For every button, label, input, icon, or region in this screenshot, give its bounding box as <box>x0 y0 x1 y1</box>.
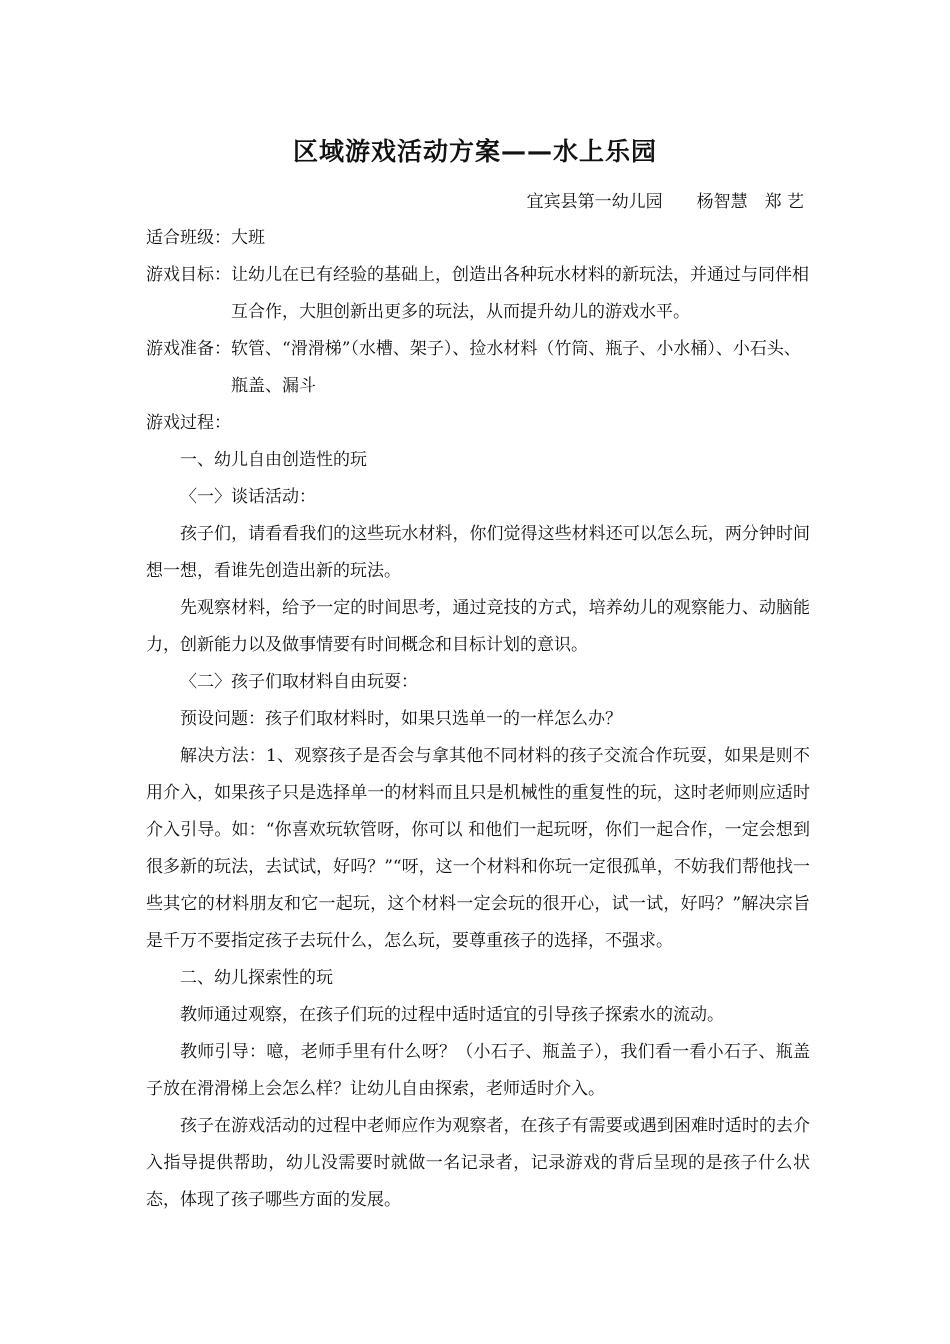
paragraph-1: 孩子们，请看看我们的这些玩水材料，你们觉得这些材料还可以怎么玩，两分钟时间想一想，看谁先创造出新的玩法。 <box>146 524 810 581</box>
prep-label: 游戏准备： <box>146 339 231 359</box>
section-2-heading: 二、幼儿探索性的玩 <box>180 968 333 988</box>
goal-value: 让幼儿在已有经验的基础上，创造出各种玩水材料的新玩法，并通过与同伴相互合作，大胆创新出更多的玩法，从而提升幼儿的游戏水平。 <box>231 265 809 322</box>
subsection-2-heading: 〈二〉孩子们取材料自由玩耍： <box>180 672 418 692</box>
prep-value: 软管、“滑滑梯”（水槽、架子）、捡水材料（竹筒、瓶子、小水桶）、小石头、瓶盖、漏斗 <box>231 339 801 396</box>
paragraph-6: 教师引导：噫，老师手里有什么呀？（小石子、瓶盖子），我们看一看小石子、瓶盖子放在滑滑梯上会怎么样？让幼儿自由探索，老师适时介入。 <box>146 1042 810 1099</box>
paragraph-5: 教师通过观察，在孩子们玩的过程中适时适宜的引导孩子探索水的流动。 <box>180 1005 724 1025</box>
goal-label: 游戏目标： <box>146 265 231 285</box>
process-label: 游戏过程： <box>146 413 231 433</box>
section-1-heading: 一、幼儿自由创造性的玩 <box>180 450 367 470</box>
document-body <box>146 220 810 1219</box>
class-value: 大班 <box>231 228 265 248</box>
class-label: 适合班级： <box>146 228 231 248</box>
author-line: 宜宾县第一幼儿园 杨智慧 郑 艺 <box>526 192 804 212</box>
paragraph-2: 先观察材料，给予一定的时间思考，通过竞技的方式，培养幼儿的观察能力、动脑能力，创新能力以及做事情要有时间概念和目标计划的意识。 <box>146 598 810 655</box>
prep-row <box>146 331 810 405</box>
class-row <box>146 220 810 257</box>
document-title: 区域游戏活动方案——水上乐园 <box>292 137 657 166</box>
paragraph-7: 孩子在游戏活动的过程中老师应作为观察者，在孩子有需要或遇到困难时适时的去介入指导提供帮助，幼儿没需要时就做一名记录者，记录游戏的背后呈现的是孩子什么状态，体现了孩子哪些方面的发展。 <box>146 1116 810 1210</box>
paragraph-4: 解决方法：1、观察孩子是否会与拿其他不同材料的孩子交流合作玩耍，如果是则不用介入，如果孩子只是选择单一的材料而且只是机械性的重复性的玩，这时老师则应适时介入引导。如：“你喜欢玩软管呀，你可以 和他们一起玩呀，你们一起合作，一定会想到很多新的玩法，去试试，好吗？”“呀，这一个材料和你玩一定很孤单，不妨我们帮他找一些其它的材料朋友和它一起玩，这个材料一定会玩的很开心，试一试，好吗？”解决宗旨是千万不要指定孩子去玩什么，怎么玩，要尊重孩子的选择，不强求。 <box>146 746 810 951</box>
goal-row <box>146 257 810 331</box>
paragraph-3: 预设问题：孩子们取材料时，如果只选单一的一样怎么办？ <box>180 709 622 729</box>
subsection-1-heading: 〈一〉谈话活动： <box>180 487 316 507</box>
